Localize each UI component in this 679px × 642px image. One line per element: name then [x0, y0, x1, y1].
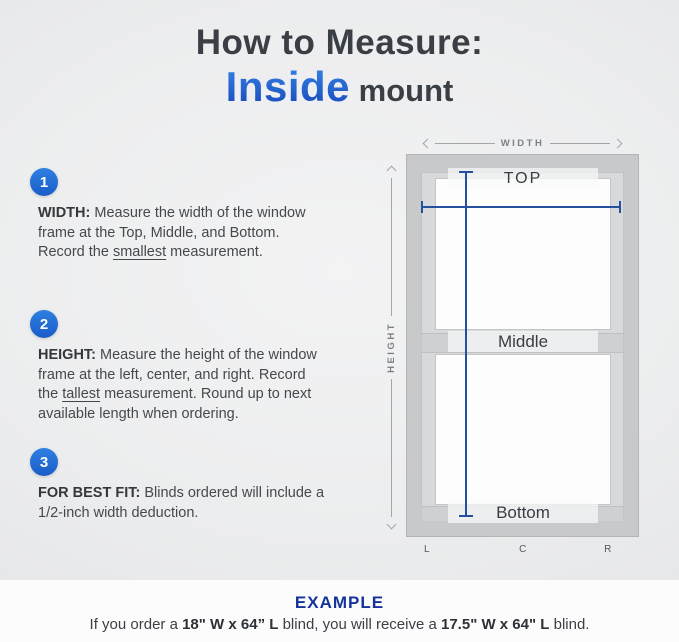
height-measure-line [465, 172, 467, 517]
step-3-number-badge: 3 [30, 448, 58, 476]
step-1-underlined-word: smallest [112, 244, 167, 260]
width-measure-line-left-cap [421, 201, 423, 213]
window-upper-pane [435, 178, 611, 330]
step-2 [28, 310, 324, 424]
center-axis-label: C [519, 544, 527, 555]
right-axis-label: R [604, 544, 612, 555]
width-dimension-arrow [424, 137, 621, 149]
page-subtitle [0, 64, 679, 110]
step-2-number-badge: 2 [30, 310, 58, 338]
left-axis-label: L [423, 544, 431, 555]
middle-label-text: Middle [497, 331, 549, 351]
width-arrow-line [435, 143, 495, 144]
height-arrow-line [391, 379, 392, 517]
example-text [0, 616, 679, 633]
middle-measure-label [448, 331, 598, 352]
step-1-label: WIDTH: [38, 205, 91, 221]
title-block [0, 24, 679, 110]
example-strip [0, 580, 679, 642]
page-title: How to Measure: [195, 23, 484, 62]
step-3-text [38, 484, 350, 523]
example-received-size: 17.5" W x 64" L [441, 616, 550, 633]
arrow-left-icon [423, 138, 433, 148]
step-3-label: FOR BEST FIT: [38, 485, 141, 501]
subtitle-accent: Inside [225, 62, 351, 110]
height-dimension-arrow [384, 167, 398, 528]
height-arrow-label: HEIGHT [385, 322, 397, 373]
step-2-text [38, 346, 324, 424]
bottom-measure-label [448, 502, 598, 523]
step-2-body-after: measurement. Round up to next available length when ordering. [38, 386, 312, 422]
example-part-1: If you order a [89, 616, 183, 633]
step-1-number-badge: 1 [30, 168, 58, 196]
height-measure-line-top-cap [459, 171, 473, 173]
step-2-label: HEIGHT: [38, 347, 96, 363]
example-part-3: blind, you will receive a [278, 616, 441, 633]
step-1-body: Measure the width of the window frame at the Top, Middle, and Bottom. Record the [38, 205, 306, 260]
bottom-label-text: Bottom [496, 502, 550, 522]
step-1-body-after: measurement. [166, 244, 263, 260]
top-label-text: TOP [503, 169, 543, 187]
subtitle-rest: mount [350, 72, 454, 108]
height-measure-line-bottom-cap [459, 515, 473, 517]
arrow-down-icon [386, 520, 396, 530]
step-1 [28, 168, 324, 263]
arrow-up-icon [386, 166, 396, 176]
example-ordered-size: 18" W x 64” L [182, 616, 279, 633]
arrow-right-icon [613, 138, 623, 148]
width-measure-line-right-cap [619, 201, 621, 213]
height-arrow-line [391, 178, 392, 316]
step-3-body: Blinds ordered will include a 1/2-inch width deduction. [38, 485, 325, 521]
step-3 [28, 448, 350, 523]
width-arrow-label: WIDTH [500, 137, 545, 149]
example-heading: EXAMPLE [294, 593, 385, 612]
example-part-5: blind. [549, 616, 590, 633]
width-measure-line [422, 206, 621, 208]
window-lower-pane [435, 354, 611, 505]
width-arrow-line [550, 143, 610, 144]
step-1-text [38, 204, 324, 263]
step-2-underlined-word: tallest [62, 386, 101, 402]
step-2-body: Measure the height of the window frame at the left, center, and right. Record the [38, 347, 317, 402]
